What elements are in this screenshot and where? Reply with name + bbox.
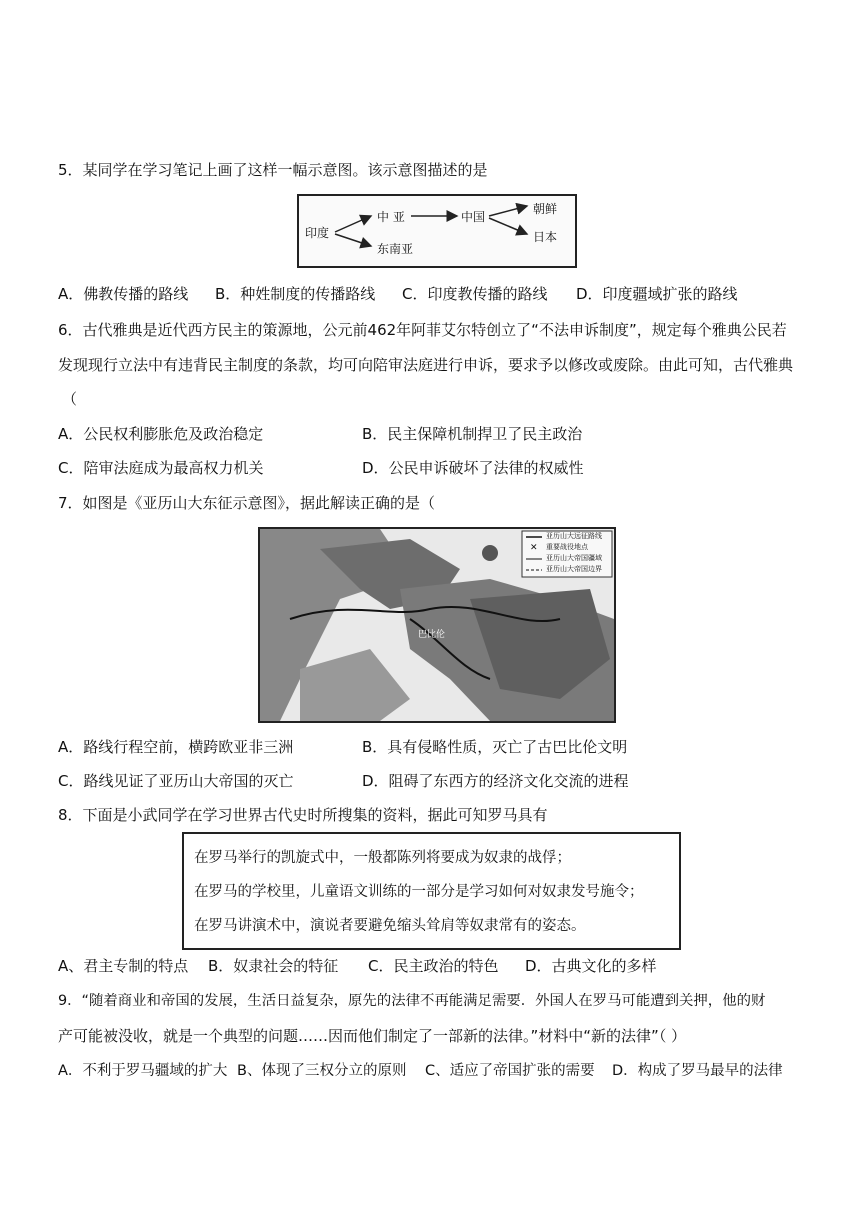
q7-option-a[interactable]: A．路线行程空前，横跨欧亚非三洲 <box>58 738 294 756</box>
q8-stem: 8．下面是小武同学在学习世界古代史时所搜集的资料，据此可知罗马具有 <box>58 806 548 824</box>
q7-map <box>258 527 616 723</box>
q6-option-b[interactable]: B．民主保障机制捍卫了民主政治 <box>362 425 583 443</box>
q9-stem-line1: 9．“随着商业和帝国的发展，生活日益复杂，原先的法律不再能满足需要．外国人在罗马可能遭到关押，他的财 <box>58 993 766 1009</box>
q7-stem: 7．如图是《亚历山大东征示意图》，据此解读正确的是（ <box>58 494 436 512</box>
q8-option-c[interactable]: C．民主政治的特色 <box>368 957 499 975</box>
q6-option-c[interactable]: C．陪审法庭成为最高权力机关 <box>58 459 264 477</box>
diagram-southeast-asia: 东南亚 <box>377 242 414 256</box>
q6-option-d[interactable]: D．公民申诉破坏了法律的权威性 <box>362 459 584 477</box>
diagram-india: 印度 <box>305 226 330 240</box>
svg-text:✕: ✕ <box>530 543 538 553</box>
diagram-central-asia: 中 亚 <box>377 210 405 224</box>
map-legend-route: 亚历山大远征路线 <box>546 532 602 540</box>
q8-source-box <box>182 832 681 950</box>
q9-option-a[interactable]: A．不利于罗马疆域的扩大 <box>58 1063 228 1079</box>
q9-stem-line2: 产可能被没收，就是一个典型的问题……因而他们制定了一部新的法律。”材料中“新的法律”（ ） <box>58 1027 687 1045</box>
q6-stem-line2: 发现现行立法中有违背民主制度的条款，均可向陪审法庭进行申诉，要求予以修改或废除。由此可知，古代雅典 <box>58 356 794 374</box>
map-label-babylon: 巴比伦 <box>418 630 446 640</box>
q5-diagram <box>297 194 577 268</box>
q8-option-b[interactable]: B．奴隶社会的特征 <box>208 957 339 975</box>
q6-stem-line3: （ <box>62 390 78 408</box>
quote-line-2: 在罗马的学校里，儿童语文训练的一部分是学习如何对奴隶发号施令； <box>194 884 644 900</box>
q9-option-d[interactable]: D．构成了罗马最早的法律 <box>612 1063 783 1079</box>
map-legend-territory: 亚历山大帝国疆域 <box>546 554 602 562</box>
q5-option-a[interactable]: A．佛教传播的路线 <box>58 285 189 303</box>
q5-stem: 5．某同学在学习笔记上画了这样一幅示意图。该示意图描述的是 <box>58 161 488 179</box>
q5-option-d[interactable]: D．印度疆域扩张的路线 <box>576 285 738 303</box>
q7-option-d[interactable]: D．阻碍了东西方的经济文化交流的进程 <box>362 772 629 790</box>
q7-option-b[interactable]: B．具有侵略性质，灭亡了古巴比伦文明 <box>362 738 628 756</box>
q9-option-b[interactable]: B、体现了三权分立的原则 <box>237 1063 407 1079</box>
q8-option-a[interactable]: A、君主专制的特点 <box>58 957 189 975</box>
q6-stem-line1: 6．古代雅典是近代西方民主的策源地，公元前462年阿菲艾尔特创立了“不法申诉制度”，规定每个雅典公民若 <box>58 321 787 339</box>
q8-option-d[interactable]: D．古典文化的多样 <box>525 957 657 975</box>
diagram-korea: 朝鲜 <box>533 202 558 216</box>
quote-line-1: 在罗马举行的凯旋式中，一般都陈列将要成为奴隶的战俘； <box>194 850 571 866</box>
q9-option-c[interactable]: C、适应了帝国扩张的需要 <box>425 1063 595 1079</box>
q7-option-c[interactable]: C．路线见证了亚历山大帝国的灭亡 <box>58 772 294 790</box>
q6-option-a[interactable]: A．公民权利膨胀危及政治稳定 <box>58 425 264 443</box>
map-legend-battle: 重要战役地点 <box>546 543 588 551</box>
diagram-japan: 日本 <box>533 230 558 244</box>
diagram-china: 中国 <box>461 210 486 224</box>
quote-line-3: 在罗马讲演术中，演说者要避免缩头耸肩等奴隶常有的姿态。 <box>194 918 586 934</box>
q5-option-c[interactable]: C．印度教传播的路线 <box>402 285 548 303</box>
q5-option-b[interactable]: B．种姓制度的传播路线 <box>215 285 376 303</box>
map-legend-border: 亚历山大帝国边界 <box>546 565 602 573</box>
